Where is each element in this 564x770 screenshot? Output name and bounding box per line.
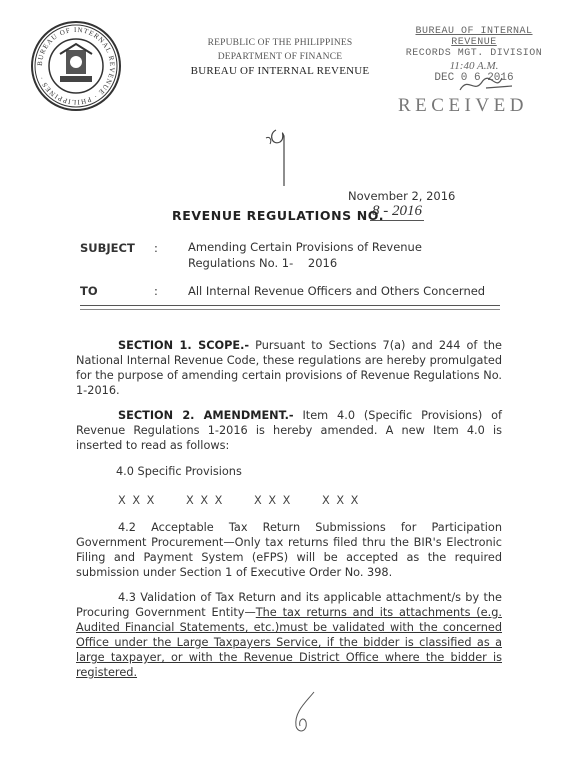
stamp-time: 11:40 A.M. xyxy=(449,60,499,72)
subject-line-1: Amending Certain Provisions of Revenue xyxy=(188,240,422,254)
to-colon: : xyxy=(154,284,158,298)
item-4-3 xyxy=(76,590,502,680)
regulation-number: 8 - 2016 xyxy=(372,203,422,219)
page-initial-scribble-icon xyxy=(284,688,324,738)
to-text: All Internal Revenue Officers and Others Concerned xyxy=(188,284,486,298)
stamp-received: RECEIVED xyxy=(398,95,528,116)
omission-mark: X X X xyxy=(254,494,292,507)
bir-seal-icon xyxy=(30,20,122,112)
item-4-3-heading: 4.3 Validation of Tax Return and its applicable attachment/s by the Procuring Government Entity— xyxy=(76,591,502,619)
regulation-title: REVENUE REGULATIONS NO. xyxy=(172,208,385,223)
section-2-heading: SECTION 2. AMENDMENT.- xyxy=(118,409,294,422)
stamp-division: RECORDS MGT. DIVISION xyxy=(405,48,543,59)
divider-rule-thin xyxy=(80,309,500,310)
subject-text xyxy=(188,239,422,271)
initials-scribble-icon xyxy=(262,120,302,190)
divider-rule xyxy=(80,305,500,306)
to-label: TO xyxy=(80,284,98,298)
section-2 xyxy=(76,408,502,453)
item-4-2: 4.2 Acceptable Tax Return Submissions for Participation Government Procurement—Only tax returns filed thru the BIR's Electronic Filing and Payment System (eFPS) will be accepted as the required submission under Section 1 of Executive Order No. 398. xyxy=(76,521,502,579)
section-1-heading: SECTION 1. SCOPE.- xyxy=(118,339,250,352)
svg-text:BUREAU OF INTERNAL REVENUE · P: BUREAU OF INTERNAL REVENUE · PHILIPPINES · xyxy=(35,25,117,107)
stamp-date: DEC 0 6 2016 xyxy=(434,72,514,84)
section-1 xyxy=(76,338,502,398)
subject-label: SUBJECT xyxy=(80,241,135,255)
letterhead xyxy=(150,36,410,78)
omission-marks xyxy=(118,494,390,507)
header-republic: REPUBLIC OF THE PHILIPPINES xyxy=(207,38,353,48)
item-4-3-underlined: The tax returns and its attachments (e.g. Audited Financial Statements, etc.)must be validated with the concerned Office under the Large Taxpayers Service, if the bidder is classified as a large taxpayer, or with the Revenue District Office where the bidder is registered. xyxy=(76,606,502,679)
header-bureau: BUREAU OF INTERNAL REVENUE xyxy=(190,65,370,77)
item-4-0: 4.0 Specific Provisions xyxy=(116,465,242,478)
section-2-text: Item 4.0 (Specific Provisions) of Revenue Regulations 1-2016 is hereby amended. A new Item 4.0 is inserted to read as follows: xyxy=(76,409,502,452)
header-department: DEPARTMENT OF FINANCE xyxy=(217,52,343,62)
omission-mark: X X X xyxy=(186,494,224,507)
subject-colon: : xyxy=(154,241,158,255)
stamp-bureau: BUREAU OF INTERNAL REVENUE xyxy=(415,26,533,48)
omission-mark: X X X xyxy=(118,494,156,507)
omission-mark: X X X xyxy=(322,494,360,507)
subject-line-2: Regulations No. 1- 2016 xyxy=(188,256,338,270)
section-1-text: Pursuant to Sections 7(a) and 244 of the National Internal Revenue Code, these regulations are hereby promulgated for the purpose of amending certain provisions of Revenue Regulations No. 1-2016. xyxy=(76,339,502,397)
document-date: November 2, 2016 xyxy=(348,189,456,203)
